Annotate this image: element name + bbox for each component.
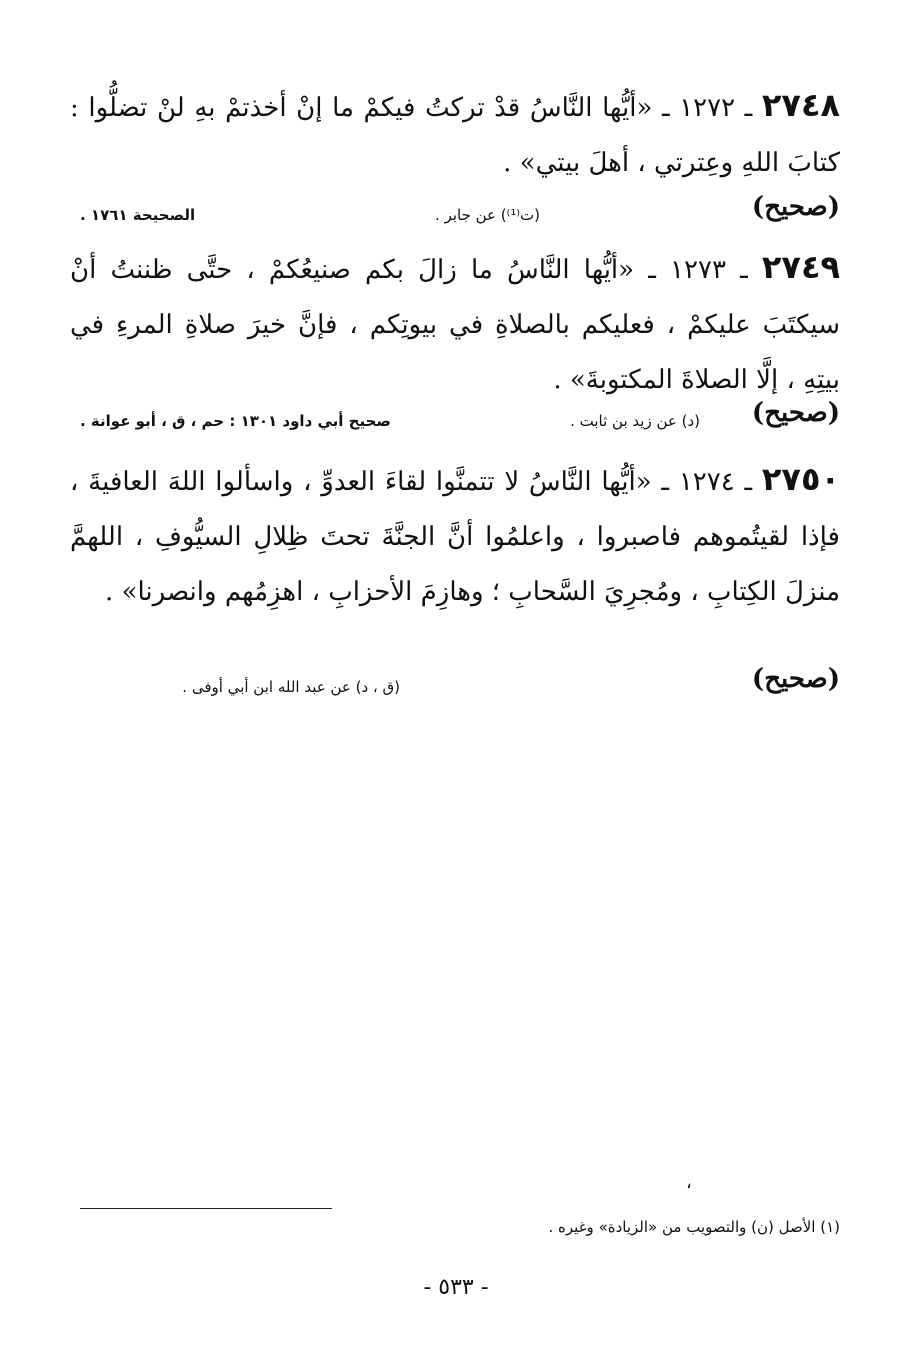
source-line xyxy=(70,192,840,236)
source-line xyxy=(70,398,840,442)
sahiha-ref: صحيح أبي داود ١٣٠١ : حم ، ق ، أبو عوانة . xyxy=(80,412,391,430)
hadith-text: «أيُّها النَّاسُ ما زالَ بكم صنيعُكمْ ، حتَّى ظننتُ أنْ سيكتَبَ عليكمْ ، فعليكم بالصلاةِ في بيوتِكم ، فإنَّ خيرَ صلاةِ المرءِ في بيتِهِ ، إلَّا الصلاةَ المكتوبةَ» . xyxy=(70,255,840,395)
footnote: (١) الأصل (ن) والتصويب من «الزيادة» وغيره . xyxy=(548,1218,840,1236)
hadith-number: ٢٧٤٩ xyxy=(761,248,840,286)
sahiha-ref: الصحيحة ١٧٦١ . xyxy=(80,206,196,224)
hadith-number: ٢٧٥٠ xyxy=(761,460,840,498)
hadith-ref: ١٢٧٣ xyxy=(670,255,726,285)
hadith-ref: ١٢٧٤ xyxy=(678,467,735,497)
hadith-text: «أيُّها النَّاسُ قدْ تركتُ فيكمْ ما إنْ أخذتمْ بهِ لنْ تضلُّوا : كتابَ اللهِ وعِترتي ، أهلَ بيتي» . xyxy=(70,93,840,178)
hadith-entry: ٢٧٤٨ ـ ١٢٧٢ ـ «أيُّها النَّاسُ قدْ تركتُ فيكمْ ما إنْ أخذتمْ بهِ لنْ تضلُّوا : كتابَ اللهِ وعِترتي ، أهلَ بيتي» . xyxy=(70,86,841,178)
footnote-mark: ، xyxy=(686,1172,692,1193)
source-text: (ت⁽¹⁾) عن جابر . xyxy=(435,206,540,224)
source-text: (ق ، د) عن عبد الله ابن أبي أوفى . xyxy=(182,678,400,696)
grade-label: (صحيح) xyxy=(751,398,840,428)
hadith-entry: ٢٧٤٩ ـ ١٢٧٣ ـ «أيُّها النَّاسُ ما زالَ بكم صنيعُكمْ ، حتَّى ظننتُ أنْ سيكتَبَ عليكمْ ، فعليكم بالصلاةِ في بيوتِكم ، فإنَّ خيرَ صلاةِ المرءِ في بيتِهِ ، إلَّا الصلاةَ المكتوبةَ» . xyxy=(70,248,840,395)
hadith-entry: ٢٧٥٠ ـ ١٢٧٤ ـ «أيُّها النَّاسُ لا تتمنَّوا لقاءَ العدوِّ ، واسألوا اللهَ العافيةَ ، فإذا لقيتُموهم فاصبروا ، واعلمُوا أنَّ الجنَّةَ تحتَ ظِلالِ السيُّوفِ ، اللهمَّ منزلَ الكِتابِ ، ومُجرِيَ السَّحابِ ؛ وهازِمَ الأحزابِ ، اهزِمُهم وانصرنا» . xyxy=(70,460,840,607)
grade-label: (صحيح) xyxy=(751,192,840,222)
hadith-text: «أيُّها النَّاسُ لا تتمنَّوا لقاءَ العدوِّ ، واسألوا اللهَ العافيةَ ، فإذا لقيتُموهم فاصبروا ، واعلمُوا أنَّ الجنَّةَ تحتَ ظِلالِ السيُّوفِ ، اللهمَّ منزلَ الكِتابِ ، ومُجرِيَ السَّحابِ ؛ وهازِمَ الأحزابِ ، اهزِمُهم وانصرنا» . xyxy=(70,467,840,607)
source-text: (د) عن زيد بن ثابت . xyxy=(570,412,700,430)
footnote-divider xyxy=(80,1208,332,1209)
hadith-number: ٢٧٤٨ xyxy=(761,86,841,124)
grade-label: (صحيح) xyxy=(751,664,840,694)
source-line xyxy=(70,664,840,708)
page-number: - ٥٣٣ - xyxy=(423,1275,489,1300)
hadith-ref: ١٢٧٢ xyxy=(679,93,736,123)
